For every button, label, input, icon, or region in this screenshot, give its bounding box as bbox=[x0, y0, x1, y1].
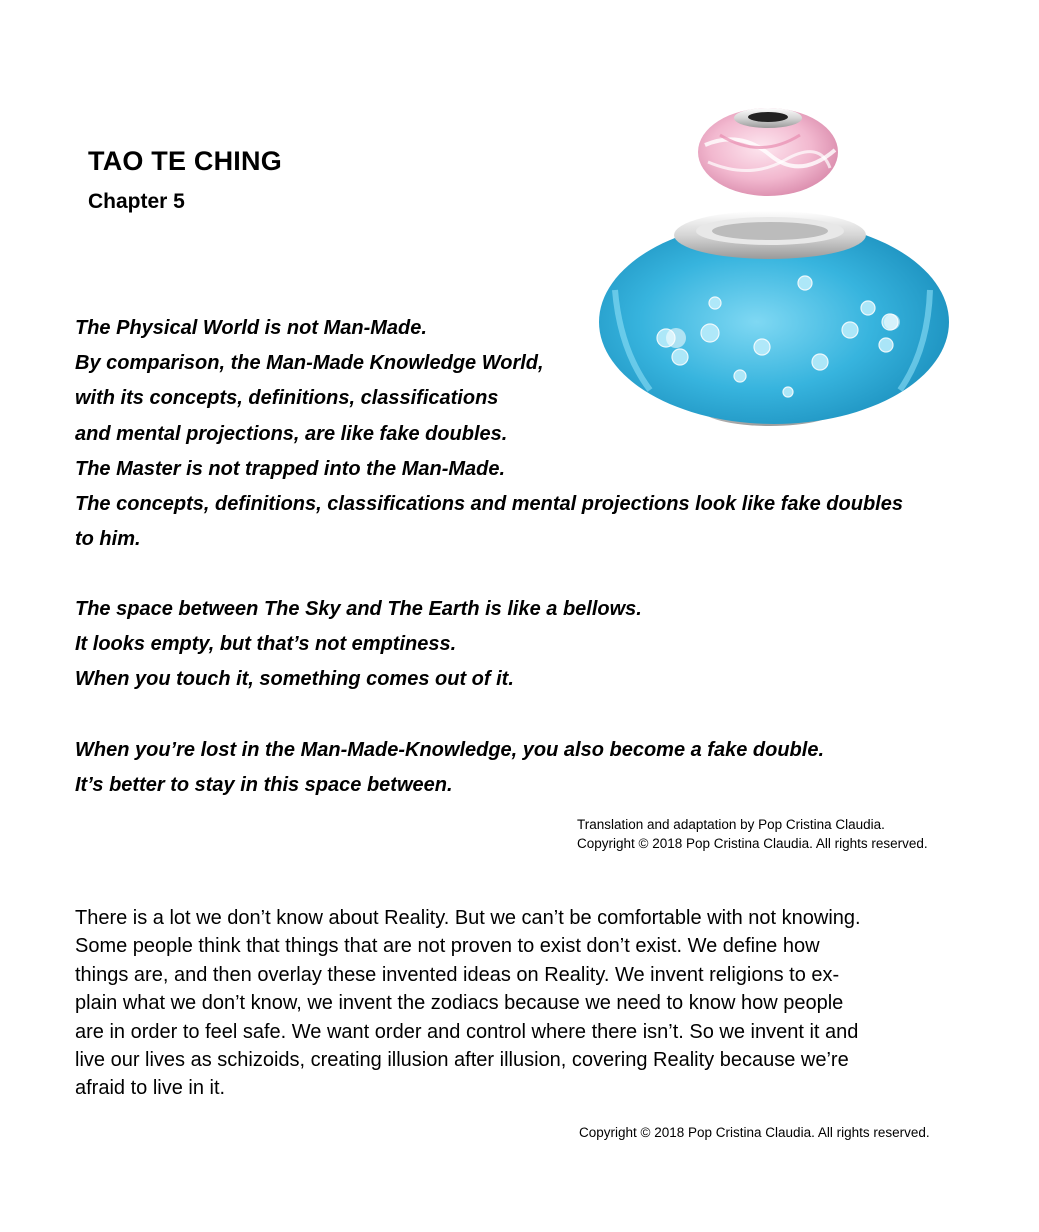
essay-line: plain what we don’t know, we invent the zodiacs because we need to know how people bbox=[75, 992, 844, 1015]
footer-copyright: Copyright © 2018 Pop Cristina Claudia. All rights reserved. bbox=[579, 1125, 930, 1140]
essay-line: Some people think that things that are not proven to exist don’t exist. We define how bbox=[75, 935, 820, 958]
document-title: TAO TE CHING bbox=[88, 146, 282, 176]
poem-line: The concepts, definitions, classifications and mental projections look like fake doubles bbox=[75, 493, 903, 516]
poem-line: By comparison, the Man-Made Knowledge World, bbox=[75, 352, 544, 375]
poem-line: to him. bbox=[75, 528, 141, 551]
commentary-paragraph bbox=[75, 904, 935, 1103]
essay-line: live our lives as schizoids, creating illusion after illusion, covering Reality because we’re bbox=[75, 1049, 849, 1072]
chapter-subtitle: Chapter 5 bbox=[88, 190, 185, 213]
poem-line: It’s better to stay in this space between. bbox=[75, 774, 453, 797]
poem-stanza-2 bbox=[75, 592, 642, 698]
poem-line: The Physical World is not Man-Made. bbox=[75, 317, 427, 339]
poem-stanza-3 bbox=[75, 733, 824, 803]
poem-stanza-1 bbox=[75, 311, 903, 557]
poem-line: It looks empty, but that’s not emptiness. bbox=[75, 633, 457, 656]
essay-line: There is a lot we don’t know about Reality. But we can’t be comfortable with not knowing. bbox=[75, 907, 861, 929]
pink-bead bbox=[698, 108, 838, 196]
poem-line: When you touch it, something comes out of it. bbox=[75, 668, 514, 691]
essay-line: afraid to live in it. bbox=[75, 1077, 226, 1100]
essay-line: are in order to feel safe. We want order and control where there isn’t. So we invent it and bbox=[75, 1020, 859, 1043]
poem-line: The space between The Sky and The Earth is like a bellows. bbox=[75, 598, 642, 620]
translation-credit bbox=[577, 815, 928, 853]
poem-line: with its concepts, definitions, classifications bbox=[75, 387, 499, 410]
essay-line: things are, and then overlay these invented ideas on Reality. We invent religions to ex- bbox=[75, 963, 840, 986]
poem-line: The Master is not trapped into the Man-Made. bbox=[75, 457, 506, 480]
credit-copyright-line: Copyright © 2018 Pop Cristina Claudia. All rights reserved. bbox=[577, 836, 928, 851]
poem-line: When you’re lost in the Man-Made-Knowledge, you also become a fake double. bbox=[75, 739, 824, 761]
poem-line: and mental projections, are like fake doubles. bbox=[75, 422, 508, 445]
credit-translation-line: Translation and adaptation by Pop Cristina Claudia. bbox=[577, 817, 885, 832]
